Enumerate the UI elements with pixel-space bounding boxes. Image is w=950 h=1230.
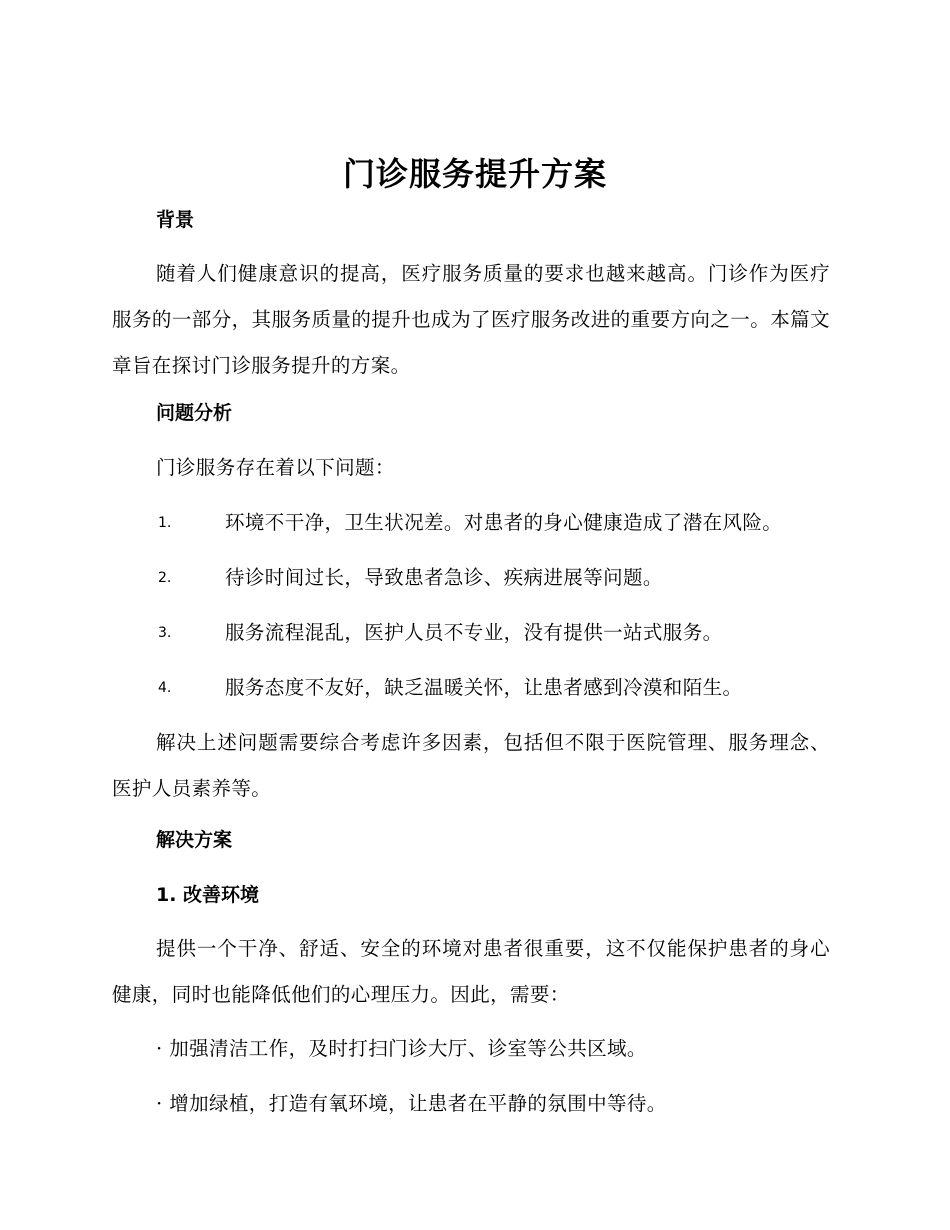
problem-number-2: 2. [158, 570, 172, 586]
problem-number-4: 4. [158, 680, 172, 696]
bullet-item-2: · 增加绿植，打造有氧环境，让患者在平静的氛围中等待。 [156, 1092, 667, 1115]
problem-item-2: 待诊时间过长，导致患者急诊、疾病进展等问题。 [225, 566, 663, 589]
section-heading-problems: 问题分析 [156, 402, 233, 424]
problems-conclusion: 解决上述问题需要综合考虑许多因素，包括但不限于医院管理、服务理念、医护人员素养等。 [112, 731, 830, 800]
bullet-item-1: · 加强清洁工作，及时打扫门诊大厅、诊室等公共区域。 [156, 1037, 647, 1060]
section-heading-solutions: 解决方案 [156, 829, 233, 851]
background-paragraph: 随着人们健康意识的提高，医疗服务质量的要求也越来越高。门诊作为医疗服务的一部分，其服务质量的提升也成为了医疗服务改进的重要方向之一。本篇文章旨在探讨门诊服务提升的方案。 [112, 262, 830, 377]
subsection-heading-improve-environment: 1. 改善环境 [156, 884, 260, 906]
section-heading-background: 背景 [156, 209, 195, 231]
page-title: 门诊服务提升方案 [342, 155, 607, 193]
problem-number-3: 3. [158, 625, 172, 641]
improve-environment-paragraph: 提供一个干净、舒适、安全的环境对患者很重要，这不仅能保护患者的身心健康，同时也能降低他们的心理压力。因此，需要： [112, 937, 830, 1006]
problem-item-4: 服务态度不友好，缺乏温暖关怀，让患者感到冷漠和陌生。 [225, 676, 743, 699]
problems-intro: 门诊服务存在着以下问题： [156, 456, 395, 479]
problem-number-1: 1. [158, 515, 172, 531]
problem-item-1: 环境不干净，卫生状况差。对患者的身心健康造成了潜在风险。 [225, 511, 783, 534]
problem-item-3: 服务流程混乱，医护人员不专业，没有提供一站式服务。 [225, 621, 723, 644]
